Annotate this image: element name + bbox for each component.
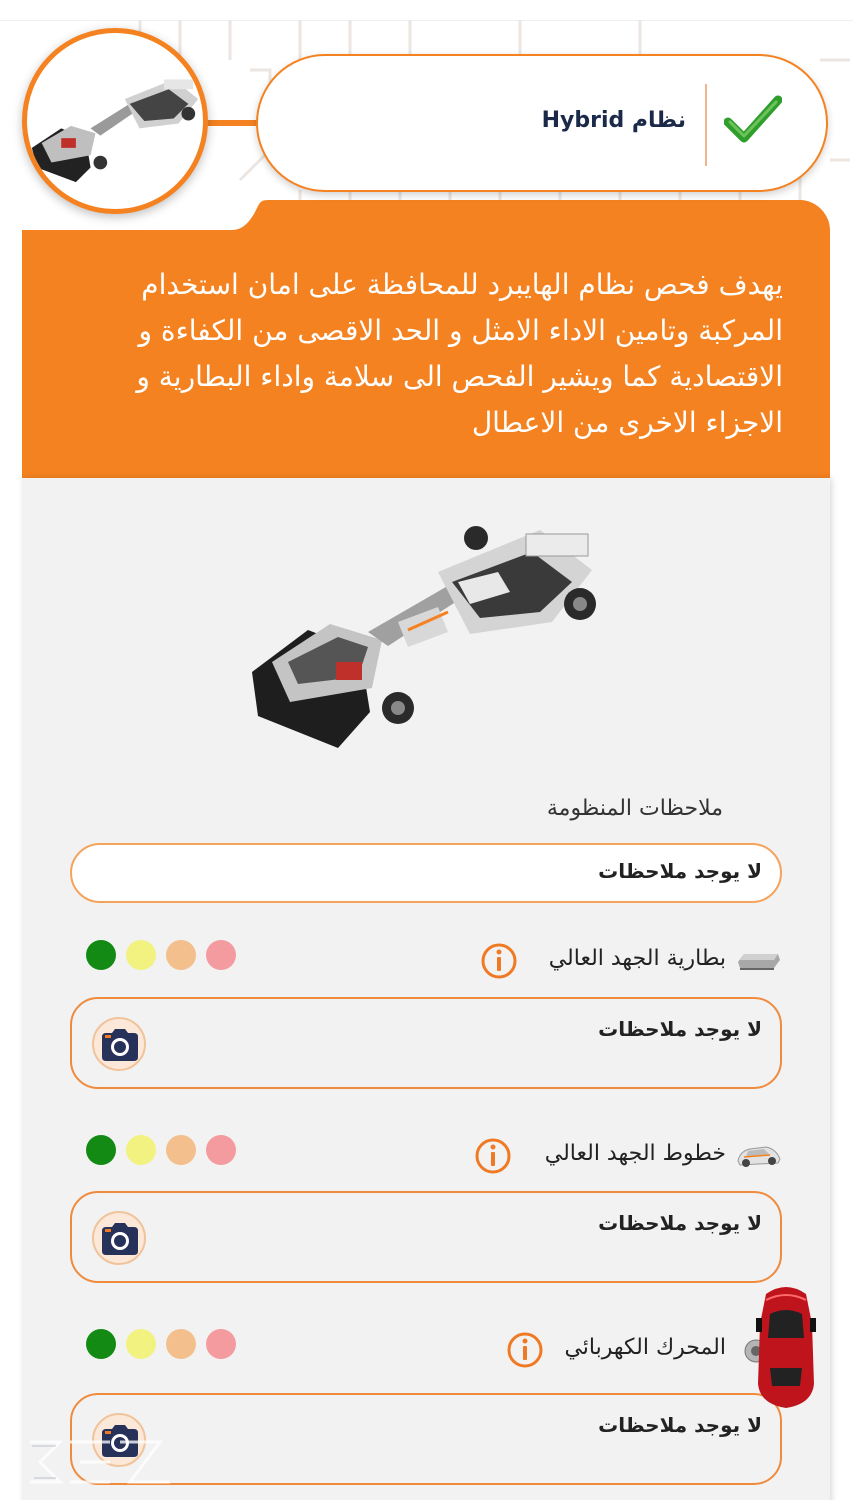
rating-fair-dot[interactable]	[126, 1135, 156, 1165]
header-connector	[200, 120, 262, 126]
check-icon	[724, 92, 782, 150]
floating-car-icon[interactable]	[752, 1284, 820, 1410]
camera-button[interactable]	[92, 1211, 146, 1265]
rating-good-dot[interactable]	[86, 940, 116, 970]
rating-bad-dot[interactable]	[206, 940, 236, 970]
info-icon[interactable]	[506, 1331, 544, 1369]
inspection-item-electric-motor	[70, 1329, 782, 1373]
inspection-item-hv-lines	[70, 1135, 782, 1179]
description-text: يهدف فحص نظام الهايبرد للمحافظة على امان استخدام المركبة وتامين الاداء الامثل و الحد الاقصى من الكفاءة و الاقتصادية كما ويشير الفحص الى سلامة واداء البطارية و الاجزاء الاخرى من الاعطال	[136, 268, 783, 439]
header-divider	[705, 84, 707, 166]
item-notes-value: لا يوجد ملاحظات	[598, 1211, 762, 1235]
item-notes-field[interactable]	[70, 997, 782, 1089]
system-notes-field[interactable]	[70, 843, 782, 903]
system-notes-value: لا يوجد ملاحظات	[598, 859, 762, 883]
camera-button[interactable]	[92, 1017, 146, 1071]
item-title: بطارية الجهد العالي	[548, 946, 726, 971]
inspection-item-battery	[70, 940, 782, 984]
rating-warning-dot[interactable]	[166, 1329, 196, 1359]
rating-good-dot[interactable]	[86, 1135, 116, 1165]
info-icon[interactable]	[474, 1137, 512, 1175]
info-icon[interactable]	[480, 942, 518, 980]
rating-bad-dot[interactable]	[206, 1135, 236, 1165]
watermark-logo	[20, 1432, 190, 1492]
item-title: المحرك الكهربائي	[564, 1335, 726, 1360]
item-notes-value: لا يوجد ملاحظات	[598, 1017, 762, 1041]
page-title: نظام Hybrid	[541, 108, 686, 133]
camera-icon	[100, 1221, 140, 1257]
car-wiring-icon	[734, 1141, 782, 1171]
rating-fair-dot[interactable]	[126, 940, 156, 970]
item-title: خطوط الجهد العالي	[544, 1141, 726, 1166]
item-notes-value: لا يوجد ملاحظات	[598, 1413, 762, 1437]
rating-warning-dot[interactable]	[166, 1135, 196, 1165]
hybrid-chassis-icon	[27, 33, 203, 209]
system-header	[256, 54, 828, 192]
rating-bad-dot[interactable]	[206, 1329, 236, 1359]
rating-warning-dot[interactable]	[166, 940, 196, 970]
battery-pack-icon	[734, 946, 782, 976]
rating-fair-dot[interactable]	[126, 1329, 156, 1359]
system-avatar	[22, 28, 208, 214]
camera-icon	[100, 1027, 140, 1063]
rating-good-dot[interactable]	[86, 1329, 116, 1359]
hybrid-chassis-image	[248, 512, 608, 762]
item-notes-field[interactable]	[70, 1191, 782, 1283]
system-notes-label: ملاحظات المنظومة	[546, 796, 723, 821]
